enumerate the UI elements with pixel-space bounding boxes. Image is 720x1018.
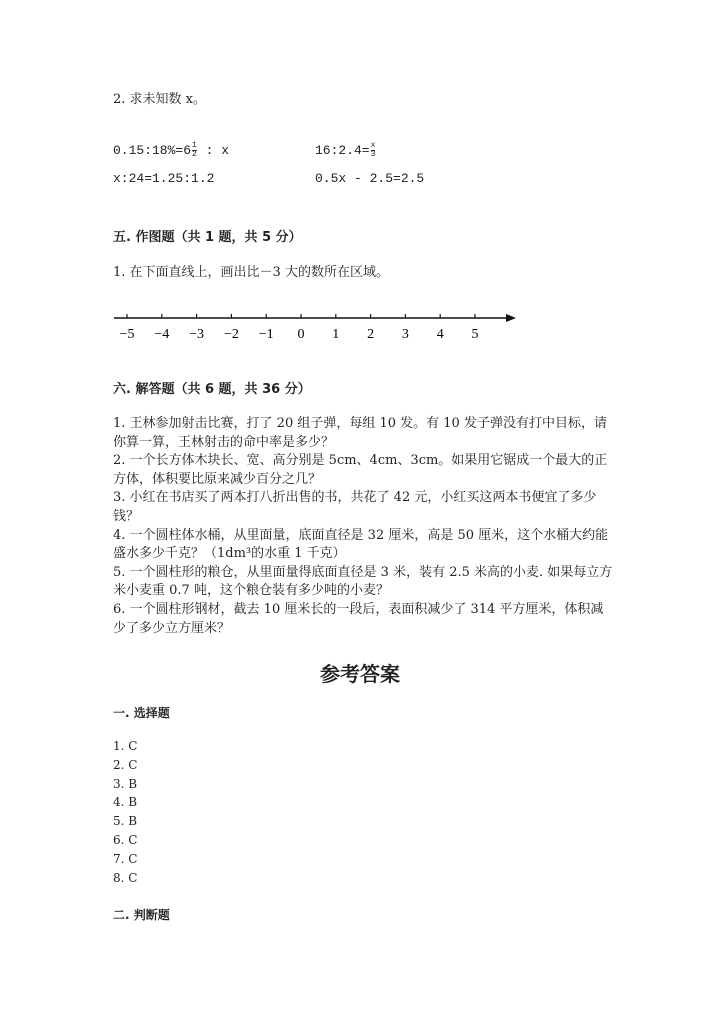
number-line-label: 4 <box>436 327 444 342</box>
arrow-icon <box>506 314 516 322</box>
list-item: 8. C <box>113 870 138 885</box>
section-heading: 一. 选择题 <box>113 706 170 720</box>
number-line <box>110 305 530 345</box>
number-line-label: 1 <box>332 327 340 342</box>
equation-2 <box>315 142 376 159</box>
list-item: 4. B <box>113 795 138 810</box>
number-line-label: −5 <box>119 327 135 342</box>
number-line-label: 3 <box>401 327 409 342</box>
list-item: 3. 小红在书店买了两本打八折出售的书，共花了 42 元，小红买这两本书便宜了多少钱？ <box>113 490 597 524</box>
list-item: 5. 一个圆柱形的粮仓，从里面量得底面直径是 3 米，装有 2.5 米高的小麦. 如果每立方米小麦重 0.7 吨，这个粮仓装有多少吨的小麦？ <box>113 564 613 599</box>
equation-text: : x <box>197 142 230 158</box>
equation-3: x:24=1.25:1.2 <box>113 171 215 186</box>
section-heading: 二. 判断题 <box>113 908 170 922</box>
question-text: 1. 在下面直线上，画出比－3 大的数所在区域。 <box>113 265 389 280</box>
list-item: 3. B <box>113 776 138 791</box>
number-line-label: 5 <box>471 327 479 342</box>
number-line-label: −3 <box>189 327 205 342</box>
equation-text: 0.15:18%=6 <box>113 142 192 158</box>
number-line-label: 0 <box>297 327 305 342</box>
question-list <box>113 415 613 638</box>
fraction <box>371 142 376 159</box>
answer-list <box>113 737 137 887</box>
list-item: 2. C <box>113 757 138 772</box>
section-heading: 五. 作图题（共 1 题，共 5 分） <box>113 230 302 245</box>
numerator: 1 <box>192 141 197 150</box>
list-item: 5. B <box>113 814 138 829</box>
question-title: 2. 求未知数 x。 <box>113 92 206 107</box>
list-item: 1. C <box>113 739 138 753</box>
list-item: 2. 一个长方体木块长、宽、高分别是 5cm、4cm、3cm。如果用它锯成一个最大的正方体，体积要比原来减少百分之几？ <box>113 453 608 487</box>
list-item: 6. 一个圆柱形钢材，截去 10 厘米长的一段后，表面积减少了 314 平方厘米，体积减少了多少立方厘米？ <box>113 601 604 636</box>
numerator: x <box>370 141 376 150</box>
number-line-label: −4 <box>154 327 170 342</box>
number-line-label: −2 <box>223 327 239 342</box>
list-item: 4. 一个圆柱体水桶，从里面量，底面直径是 32 厘米，高是 50 厘米，这个水桶大约能盛水多少千克？（1dm³的水重 1 千克） <box>113 527 609 562</box>
list-item: 6. C <box>113 832 138 847</box>
equation-1 <box>113 142 229 159</box>
denominator: 3 <box>370 150 376 159</box>
equation-4: 0.5x - 2.5=2.5 <box>315 171 425 186</box>
fraction <box>192 142 197 159</box>
number-line-label: 2 <box>367 327 375 342</box>
page-title: 参考答案 <box>320 662 400 686</box>
equation-text: 16:2.4= <box>315 142 370 158</box>
list-item: 1. 王林参加射击比赛，打了 20 组子弹，每组 10 发。有 10 发子弹没有打中目标，请你算一算，王林射击的命中率是多少？ <box>113 416 607 450</box>
list-item: 7. C <box>113 851 138 866</box>
number-line-label: −1 <box>258 327 274 342</box>
section-heading: 六. 解答题（共 6 题，共 36 分） <box>113 382 311 397</box>
denominator: 2 <box>192 150 197 159</box>
